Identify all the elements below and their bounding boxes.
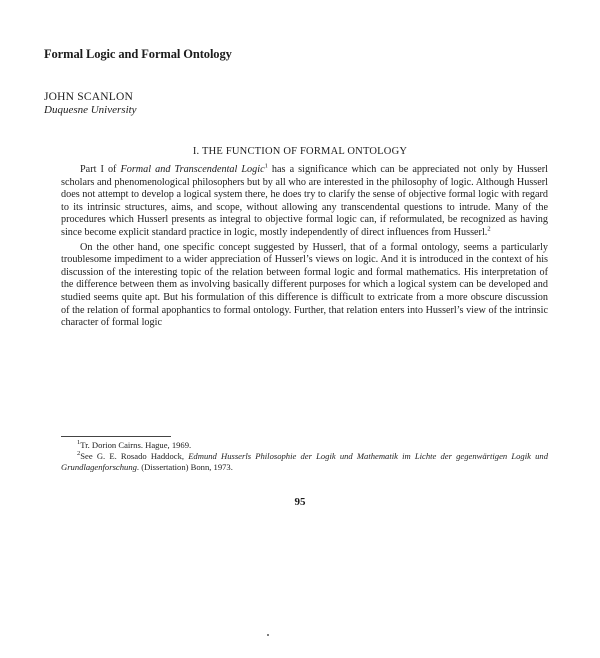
footnote-1	[61, 440, 548, 451]
paragraph-1-start: Part I of	[80, 164, 121, 175]
paragraph-1	[61, 164, 548, 240]
footnote-2-pre: See G. E. Rosado Haddock,	[80, 451, 189, 462]
author-name: JOHN SCANLON	[44, 91, 133, 103]
body-text	[61, 164, 548, 331]
footnote-2-post: . (Dissertation) Bonn, 1973.	[136, 462, 233, 473]
author-affiliation: Duquesne University	[44, 104, 137, 116]
footnote-ref-1: 1	[264, 162, 268, 170]
article-title: Formal Logic and Formal Ontology	[44, 47, 232, 61]
paragraph-1-rest: has a significance which can be appreciated not only by Husserl scholars and phenomenological philosophers but by all who are interested in the philosophy of logic. Although Husserl does not attempt to develop a logical system there, he does try to clarify the sense of objective formal logic with regard to its intrinsic structures, aims, and scope, without allowing any transcendental questions to intrude. Many of the procedures which Husserl presents as integral to objective formal logic can, if reformulated, be recognized as having since become explicit standard practice in logic, mostly independently of direct influences from Husserl.	[61, 164, 549, 238]
scan-speck	[267, 634, 269, 636]
footnote-ref-2: 2	[487, 225, 491, 233]
footnote-1-number: 1	[77, 439, 81, 447]
footnote-2-number: 2	[77, 450, 81, 458]
section-heading: I. THE FUNCTION OF FORMAL ONTOLOGY	[192, 146, 408, 157]
footnote-2-title: Edmund Husserls Philosophie der Logik und Mathematik im Lichte der gegenwärtigen Logik und Grundlagenforschung	[61, 451, 548, 473]
footnotes	[61, 440, 548, 474]
footnote-divider	[61, 436, 171, 437]
footnote-2	[61, 451, 548, 473]
book-title: Formal and Transcendental Logic	[120, 164, 265, 175]
page-number: 95	[294, 496, 306, 508]
footnote-1-text: Tr. Dorion Cairns. Hague, 1969.	[80, 440, 192, 450]
paragraph-2: On the other hand, one specific concept suggested by Husserl, that of a formal ontology, seems a particularly troublesome impediment to a wider appreciation of Husserl’s views on logic. And it is introduced in the context of his discussion of the interesting topic of the relation between formal logic and formal mathematics. His interpretation of the difference between them as involving basically different purposes for which a logical system can be developed and studied seems quite apt. But his formulation of this difference is difficult to extricate from a more obscure discussion of the relation of formal apophantics to formal ontology. Further, that relation enters into Husserl’s view of the intrinsic character of formal logic	[61, 241, 548, 329]
